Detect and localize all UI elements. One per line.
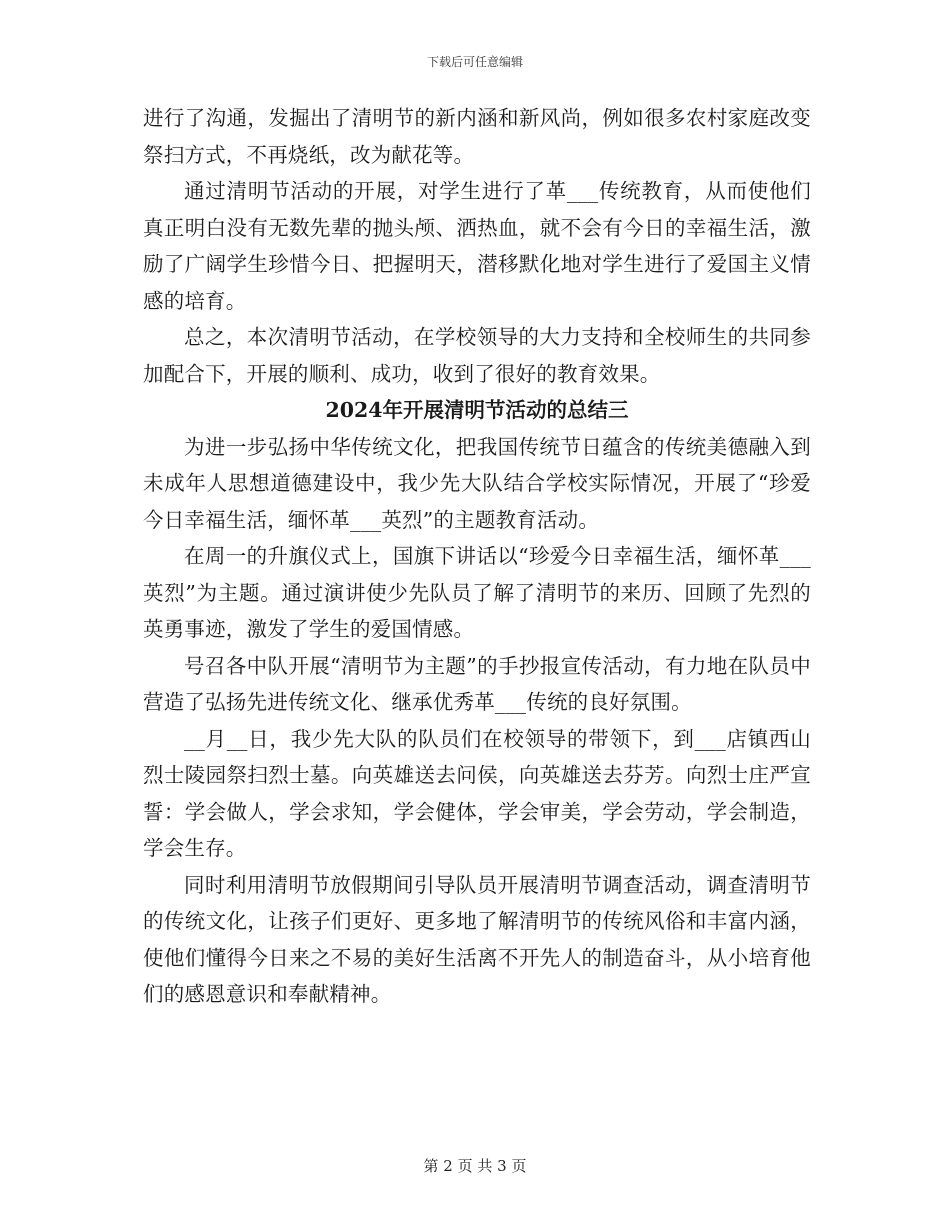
paragraph-flag-ceremony: 在周一的升旗仪式上，国旗下讲话以“珍爱今日幸福生活，缅怀革___英烈”为主题。通过演讲使少先队员了解了清明节的来历、回顾了先烈的英勇事迹，激发了学生的爱国情感。 xyxy=(143,544,811,641)
paragraph-continued: 进行了沟通，发掘出了清明节的新内涵和新风尚，例如很多农村家庭改变祭扫方式，不再烧纸，改为献花等。 xyxy=(143,106,811,167)
paragraph-intro: 为进一步弘扬中华传统文化，把我国传统节日蕴含的传统美德融入到未成年人思想道德建设中，我少先大队结合学校实际情况，开展了“珍爱今日幸福生活，缅怀革___英烈”的主题教育活动。 xyxy=(143,434,811,532)
page-number: 第 2 页 共 3 页 xyxy=(423,1157,527,1175)
page-header-note: 下载后可任意编辑 xyxy=(426,55,523,69)
document-body xyxy=(143,100,811,1013)
paragraph-holiday-survey: 同时利用清明节放假期间引导队员开展清明节调查活动，调查清明节的传统文化，让孩子们更好、更多地了解清明节的传统风俗和丰富内涵，使他们懂得今日来之不易的美好生活离不开先人的制造奋斗，从小培育他们的感恩意识和奉献精神。 xyxy=(143,872,811,1006)
paragraph-cemetery-visit: __月__日，我少先大队的队员们在校领导的带领下，到___店镇西山烈士陵园祭扫烈士墓。向英雄送去问侯，向英雄送去芬芳。向烈士庄严宣誓：学会做人，学会求知，学会健体，学会审美，学会劳动，学会制造，学会生存。 xyxy=(143,726,811,860)
paragraph-handwritten-newspaper: 号召各中队开展“清明节为主题”的手抄报宣传活动，有力地在队员中营造了弘扬先进传统文化、继承优秀革___传统的良好氛围。 xyxy=(143,653,811,714)
paragraph-conclusion: 总之，本次清明节活动，在学校领导的大力支持和全校师生的共同参加配合下，开展的顺利、成功，收到了很好的教育效果。 xyxy=(143,325,811,386)
paragraph-education: 通过清明节活动的开展，对学生进行了革___传统教育，从而使他们真正明白没有无数先辈的抛头颅、洒热血，就不会有今日的幸福生活，激励了广阔学生珍惜今日、把握明天，潜移默化地对学生进行了爱国主义情感的培育。 xyxy=(143,179,811,313)
section-title: 2024年开展清明节活动的总结三 xyxy=(325,398,629,422)
